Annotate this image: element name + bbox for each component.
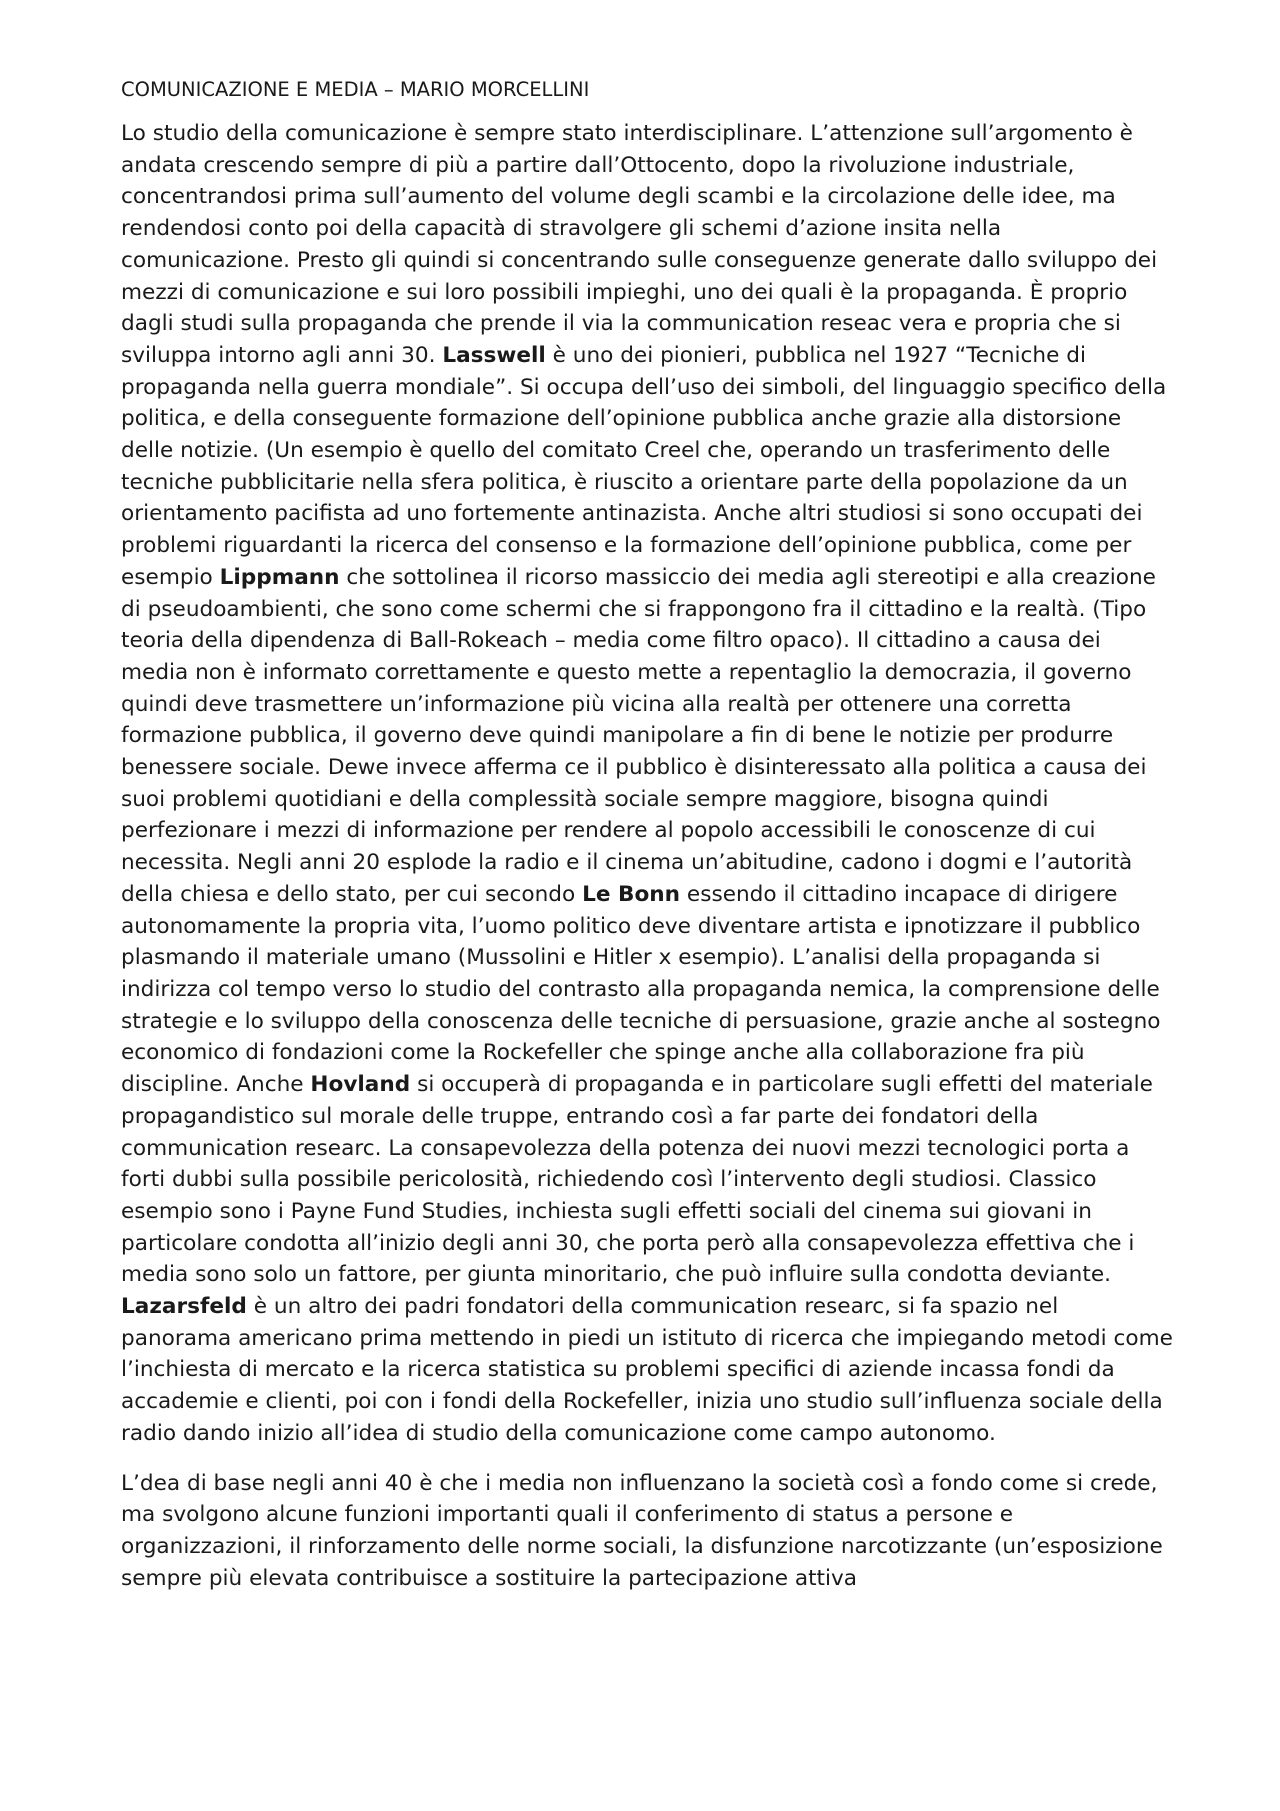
author-name: Lasswell [442,342,546,368]
paragraph-text: si occuperà di propaganda e in particolare sugli effetti del materiale propagandistico sul morale delle truppe, entrando così a far parte dei fondatori della communication researc. La consapevolezza della potenza dei nuovi mezzi tecnologici porta a forti dubbi sulla possibile pericolosità, richiedendo così l’intervento degli studiosi. Classico esempio sono i Payne Fund Studies, inchiesta sugli effetti sociali del cinema sui giovani in particolare condotta all’inizio degli anni 30, che porta però alla consapevolezza effettiva che i media sono solo un fattore, per giunta minoritario, che può influire sulla condotta deviante. [121,1072,1153,1288]
author-name: Lazarsfeld [121,1294,247,1320]
paragraph [121,1468,1173,1595]
author-name: Le Bonn [582,881,681,907]
document-title: COMUNICAZIONE E MEDIA – MARIO MORCELLINI [121,78,590,101]
paragraph-text: L’dea di base negli anni 40 è che i media non influenzano la società così a fondo come si crede, ma svolgono alcune funzioni importanti quali il conferimento di status a persone e organizzazioni, il rinforzamento delle norme sociali, la disfunzione narcotizzante (un’esposizione sempre più elevata contribuisce a sostituire la partecipazione attiva [121,1470,1163,1591]
author-name: Hovland [310,1072,411,1098]
paragraph-text: che sottolinea il ricorso massiccio dei media agli stereotipi e alla creazione di pseudoambienti, che sono come schermi che si frappongono fra il cittadino e la realtà. (Tipo teoria della dipendenza di Ball-Rokeach – media come filtro opaco). Il cittadino a causa dei media non è informato correttamente e questo mette a repentaglio la democrazia, il governo quindi deve trasmettere un’informazione più vicina alla realtà per ottenere una corretta formazione pubblica, il governo deve quindi manipolare a fin di bene le notizie per produrre benessere sociale. Dewe invece afferma ce il pubblico è disinteressato alla politica a causa dei suoi problemi quotidiani e della complessità sociale sempre maggiore, bisogna quindi perfezionare i mezzi di informazione per rendere al popolo accessibili le conoscenze di cui necessita. Negli anni 20 esplode la radio e il cinema un’abitudine, cadono i dogmi e l’autorità della chiesa e dello stato, per cui secondo [121,564,1156,907]
paragraph-text: essendo il cittadino incapace di dirigere autonomamente la propria vita, l’uomo politico deve diventare artista e ipnotizzare il pubblico plasmando il materiale umano (Mussolini e Hitler x esempio). L’analisi della propaganda si indirizza col tempo verso lo studio del contrasto alla propaganda nemica, la comprensione delle strategie e lo sviluppo della conoscenza delle tecniche di persuasione, grazie anche al sostegno economico di fondazioni come la Rockefeller che spinge anche alla collaborazione fra più discipline. Anche [121,881,1161,1098]
paragraph-text: Lo studio della comunicazione è sempre stato interdisciplinare. L’attenzione sull’argomento è andata crescendo sempre di più a partire dall’Ottocento, dopo la rivoluzione industriale, concentrandosi prima sull’aumento del volume degli scambi e la circolazione delle idee, ma rendendosi conto poi della capacità di stravolgere gli schemi d’azione insita nella comunicazione. Presto gli quindi si concentrando sulle conseguenze generate dallo sviluppo dei mezzi di comunicazione e sui loro possibili impieghi, uno dei quali è la propaganda. È proprio dagli studi sulla propaganda che prende il via la communication reseac vera e propria che si sviluppa intorno agli anni 30. [121,121,1158,368]
document-body [121,74,1173,1612]
author-name: Lippmann [219,564,340,590]
paragraph-text: è un altro dei padri fondatori della communication researc, si fa spazio nel panorama americano prima mettendo in piedi un istituto di ricerca che impiegando metodi come l’inchiesta di mercato e la ricerca statistica su problemi specifici di aziende incassa fondi da accademie e clienti, poi con i fondi della Rockefeller, inizia uno studio sull’influenza sociale della radio dando inizio all’idea di studio della comunicazione come campo autonomo. [121,1294,1173,1446]
paragraph [121,118,1173,1450]
paragraph-text: è uno dei pionieri, pubblica nel 1927 “Tecniche di propaganda nella guerra mondiale”. Si occupa dell’uso dei simboli, del linguaggio specifico della politica, e della conseguente formazione dell’opinione pubblica anche grazie alla distorsione delle notizie. (Un esempio è quello del comitato Creel che, operando un trasferimento delle tecniche pubblicitarie nella sfera politica, è riuscito a orientare parte della popolazione da un orientamento pacifista ad uno fortemente antinazista. Anche altri studiosi si sono occupati dei problemi riguardanti la ricerca del consenso e la formazione dell’opinione pubblica, come per esempio [121,342,1167,590]
